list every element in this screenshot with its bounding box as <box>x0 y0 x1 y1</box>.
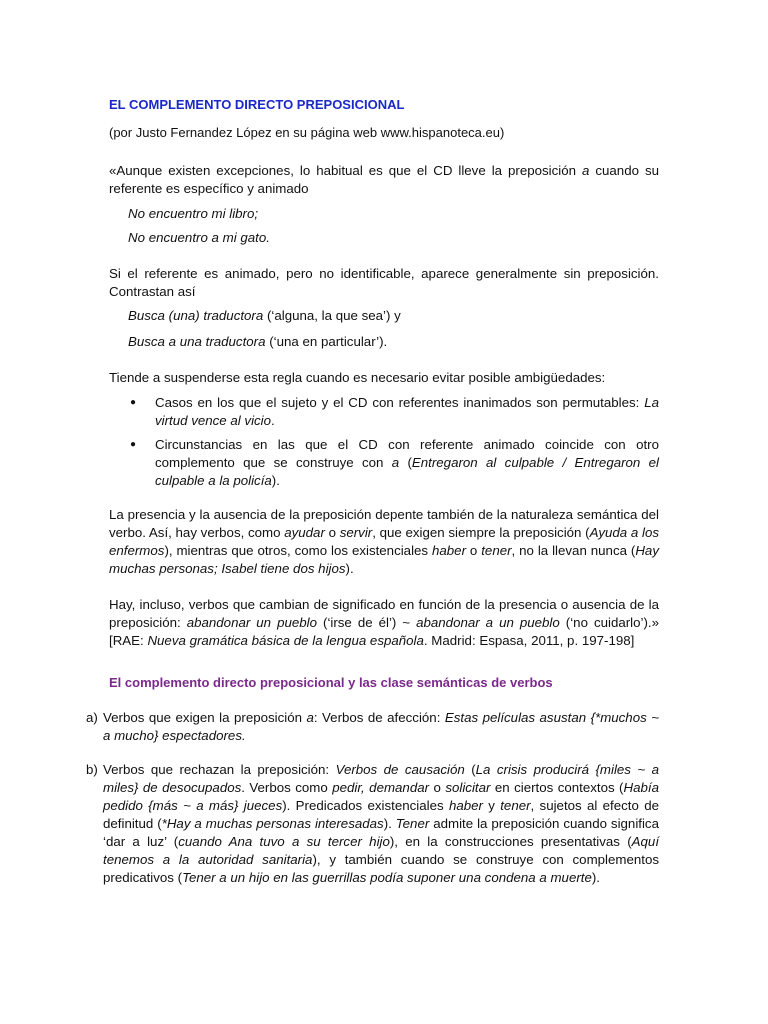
list-item-b: Verbos que rechazan la preposición: Verbos de causación (La crisis producirá {miles ~ a miles} de desocupados. Verbos como pedir, demandar o solicitar en ciertos contextos (Había pedido {más ~ a más} jueces). Predicados existenciales haber y tener, sujetos al efecto de definitud (*Hay a muchas personas interesadas). Tener admite la preposición cuando significa ‘dar a luz’ (cuando Ana tuvo a su tercer hijo), en la construcciones presentativas (Aquí tenemos a la autoridad sanitaria), y también cuando se construye con complementos predicativos (Tener a un hijo en las guerrillas podía suponer una condena a muerte). <box>103 762 660 885</box>
list-marker: b) <box>86 762 98 777</box>
example-line: Busca a una traductora (‘una en particular’). <box>128 334 388 349</box>
intro-paragraph: «Aunque existen excepciones, lo habitual es que el CD lleve la preposición a cuando su referente es específico y animado <box>109 163 659 196</box>
document-title: EL COMPLEMENTO DIRECTO PREPOSICIONAL <box>109 97 405 112</box>
bullet-icon: ● <box>130 397 137 408</box>
paragraph-naturaleza: La presencia y la ausencia de la preposición depente también de la naturaleza semántica del verbo. Así, hay verbos, como ayudar o servir, que exigen siempre la preposición (Ayuda a los enfermos), mientras que otros, como los existenciales haber o tener, no la llevan nunca (Hay muchas personas; Isabel tiene dos hijos). <box>109 507 659 576</box>
section-heading: El complemento directo preposicional y las clase semánticas de verbos <box>109 675 553 690</box>
example-line: No encuentro mi libro; <box>128 206 259 221</box>
list-marker: a) <box>86 710 98 725</box>
list-item-a: Verbos que exigen la preposición a: Verbos de afección: Estas películas asustan {*muchos ~ a mucho} espectadores. <box>103 710 659 743</box>
paragraph-significado: Hay, incluso, verbos que cambian de significado en función de la presencia o ausencia de la preposición: abandonar un pueblo (‘irse de él’) ~ abandonar a un pueblo (‘no cuidarlo’).» [RAE: Nueva gramática básica de la lengua española. Madrid: Espasa, 2011, p. 197-198] <box>109 597 659 648</box>
example-line: Busca (una) traductora (‘alguna, la que sea’) y <box>128 308 401 323</box>
example-line: No encuentro a mi gato. <box>128 230 270 245</box>
bullet-item: Circunstancias en las que el CD con referente animado coincide con otro complemento que se construye con a (Entregaron al culpable / Entregaron el culpable a la policía). <box>155 437 659 488</box>
bullet-icon: ● <box>130 439 137 450</box>
paragraph-referente: Si el referente es animado, pero no identificable, aparece generalmente sin preposición. Contrastan así <box>109 266 659 299</box>
bullet-item: Casos en los que el sujeto y el CD con referentes inanimados son permutables: La virtud vence al vicio. <box>155 395 659 428</box>
paragraph-regla: Tiende a suspenderse esta regla cuando es necesario evitar posible ambigüedades: <box>109 370 606 385</box>
byline: (por Justo Fernandez López en su página web www.hispanoteca.eu) <box>109 125 505 140</box>
